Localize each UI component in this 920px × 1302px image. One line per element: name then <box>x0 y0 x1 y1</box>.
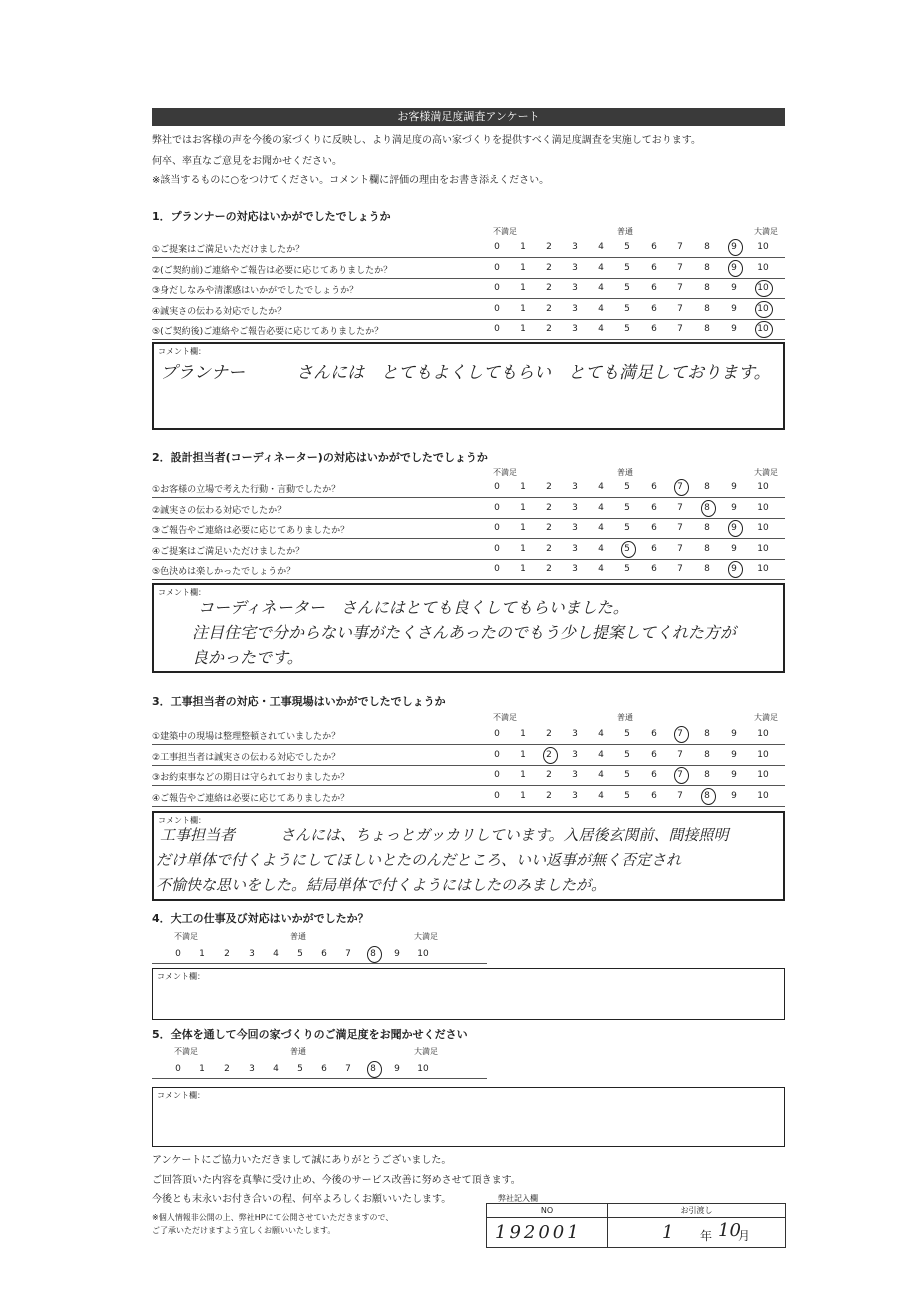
scale-option-2[interactable]: 2 <box>546 324 552 334</box>
scale-option-5[interactable]: 5 <box>624 482 630 492</box>
scale-option-10[interactable]: 10 <box>757 543 769 554</box>
scale-option-5[interactable]: 5 <box>624 749 630 760</box>
scale-option-8[interactable]: 8 <box>704 324 710 334</box>
scale-option-10[interactable]: 10 <box>757 729 769 739</box>
handover-month-number: 10 <box>718 1220 741 1241</box>
section4-comment-box[interactable] <box>152 968 785 1020</box>
no-header: NO <box>487 1204 608 1218</box>
section2-comment-line: 良かったです。 <box>192 648 303 667</box>
scale-option-9[interactable]: 9 <box>731 502 737 513</box>
scale-option-8[interactable]: 8 <box>704 729 710 739</box>
scale-option-4[interactable]: 4 <box>598 749 604 760</box>
scale-option-0[interactable]: 0 <box>175 1064 181 1074</box>
scale-high-label: 大満足 <box>414 932 438 941</box>
scale-option-6[interactable]: 6 <box>651 242 657 252</box>
scale-option-3[interactable]: 3 <box>572 262 578 273</box>
scale-option-3[interactable]: 3 <box>572 749 578 760</box>
scale-option-8[interactable]: 8 <box>704 543 710 554</box>
scale-option-5[interactable]: 5 <box>624 262 630 273</box>
scale-option-6[interactable]: 6 <box>651 303 657 314</box>
scale-option-5[interactable]: 5 <box>624 242 630 252</box>
scale-option-5[interactable]: 5 <box>624 729 630 739</box>
answer-circle <box>755 321 773 338</box>
scale-option-4[interactable]: 4 <box>598 502 604 513</box>
question-row <box>152 237 785 258</box>
scale-option-4[interactable]: 4 <box>598 523 604 533</box>
scale-option-8[interactable]: 8 <box>704 770 710 780</box>
section5-heading: 5．全体を通して今回の家づくりのご満足度をお聞かせください <box>152 1028 468 1041</box>
scale-option-9[interactable]: 9 <box>394 1064 400 1074</box>
section2-comment-box[interactable] <box>152 583 785 673</box>
section3-comment-line: 不愉快な思いをした。結局単体で付くようにはしたのみましたが。 <box>156 876 607 894</box>
month-char: 月 <box>738 1229 751 1243</box>
scale-underline <box>152 1078 487 1079</box>
scale-option-5[interactable]: 5 <box>624 564 630 574</box>
scale-option-4[interactable]: 4 <box>598 303 604 314</box>
scale-option-0[interactable]: 0 <box>494 790 500 801</box>
scale-option-2[interactable]: 2 <box>546 790 552 801</box>
office-use-table <box>486 1203 786 1248</box>
scale-option-6[interactable]: 6 <box>651 283 657 293</box>
scale-option-7[interactable]: 7 <box>677 770 683 780</box>
scale-option-2[interactable]: 2 <box>546 482 552 492</box>
handover-cell <box>608 1218 786 1248</box>
scale-low-label: 不満足 <box>174 1047 198 1056</box>
question-text: ③お約束事などの期日は守られておりましたか？ <box>152 773 350 783</box>
scale-option-8[interactable]: 8 <box>704 523 710 533</box>
intro-line: 何卒、率直なご意見をお聞かせください。 <box>152 156 342 167</box>
scale-option-10[interactable]: 10 <box>757 242 769 252</box>
answer-circle <box>728 520 743 537</box>
answer-circle <box>728 561 743 578</box>
scale-option-0[interactable]: 0 <box>494 564 500 574</box>
scale-mid-label: 普通 <box>290 932 306 941</box>
no-value: 192001 <box>495 1222 582 1243</box>
scale-option-10[interactable]: 10 <box>757 502 769 513</box>
scale-option-0[interactable]: 0 <box>494 324 500 334</box>
question-row <box>152 518 785 539</box>
scale-option-10[interactable]: 10 <box>757 749 769 760</box>
scale-option-2[interactable]: 2 <box>224 1064 230 1074</box>
scale-option-2[interactable]: 2 <box>546 303 552 314</box>
scale-option-9[interactable]: 9 <box>731 262 737 273</box>
scale-option-4[interactable]: 4 <box>598 482 604 492</box>
scale-option-2[interactable]: 2 <box>546 523 552 533</box>
question-text: ④ご提案はご満足いただけましたか？ <box>152 546 305 557</box>
scale-option-4[interactable]: 4 <box>598 283 604 293</box>
scale-option-7[interactable]: 7 <box>345 1064 351 1074</box>
question-row <box>152 765 785 786</box>
scale-option-7[interactable]: 7 <box>677 790 683 801</box>
scale-option-8[interactable]: 8 <box>704 482 710 492</box>
scale-option-4[interactable]: 4 <box>598 324 604 334</box>
scale-option-8[interactable]: 8 <box>704 242 710 252</box>
scale-option-9[interactable]: 9 <box>731 242 737 252</box>
answer-circle <box>674 767 689 784</box>
scale-option-7[interactable]: 7 <box>677 543 683 554</box>
scale-option-5[interactable]: 5 <box>624 790 630 801</box>
scale-option-10[interactable]: 10 <box>757 303 769 314</box>
question-row <box>152 559 785 580</box>
scale-option-1[interactable]: 1 <box>520 749 526 760</box>
scale-low-label: 不満足 <box>493 468 517 477</box>
answer-circle <box>701 500 716 517</box>
scale-option-1[interactable]: 1 <box>520 324 526 334</box>
scale-option-7[interactable]: 7 <box>677 324 683 334</box>
scale-option-7[interactable]: 7 <box>677 482 683 492</box>
question-text: ①お客様の立場で考えた行動・言動でしたか？ <box>152 485 341 495</box>
section3-comment-line: 工事担当者 さんには、ちょっとガッカリしています。入居後玄関前、間接照明 <box>160 826 729 844</box>
scale-option-3[interactable]: 3 <box>572 502 578 513</box>
scale-option-8[interactable]: 8 <box>704 790 710 801</box>
scale-option-6[interactable]: 6 <box>651 749 657 760</box>
scale-option-1[interactable]: 1 <box>199 949 205 959</box>
scale-option-2[interactable]: 2 <box>546 283 552 293</box>
scale-option-1[interactable]: 1 <box>520 790 526 801</box>
section4-heading: 4．大工の仕事及び対応はいかがでしたか？ <box>152 912 369 925</box>
scale-option-1[interactable]: 1 <box>520 242 526 252</box>
scale-option-9[interactable]: 9 <box>731 790 737 801</box>
scale-option-3[interactable]: 3 <box>572 482 578 492</box>
section1-heading: 1．プランナーの対応はいかがでしたでしょうか <box>152 210 391 223</box>
question-text: ⑤(ご契約後)ご連絡やご報告必要に応じてありましたか？ <box>152 327 384 337</box>
scale-option-1[interactable]: 1 <box>199 1064 205 1074</box>
question-row <box>152 724 785 745</box>
scale-option-9[interactable]: 9 <box>731 543 737 554</box>
answer-circle <box>701 788 716 805</box>
scale-option-9[interactable]: 9 <box>731 303 737 314</box>
scale-option-4[interactable]: 4 <box>273 1064 279 1074</box>
scale-option-2[interactable]: 2 <box>224 949 230 959</box>
scale-option-2[interactable]: 2 <box>546 564 552 574</box>
answer-circle <box>621 541 636 558</box>
question-text: ③身だしなみや清潔感はいかがでしたでしょうか？ <box>152 286 359 296</box>
section1-comment-text: プランナー さんには とてもよくしてもらい とても満足しております。 <box>160 363 771 383</box>
scale-option-3[interactable]: 3 <box>572 543 578 554</box>
question-text: ①建築中の現場は整理整頓されていましたか？ <box>152 732 341 742</box>
scale-option-1[interactable]: 1 <box>520 564 526 574</box>
scale-option-6[interactable]: 6 <box>321 949 327 959</box>
scale-low-label: 不満足 <box>493 227 517 236</box>
scale-option-10[interactable]: 10 <box>757 790 769 801</box>
comment-label: コメント欄： <box>157 1091 205 1100</box>
scale-option-3[interactable]: 3 <box>572 324 578 334</box>
scale-option-2[interactable]: 2 <box>546 749 552 760</box>
section2-comment-line: 注目住宅で分からない事がたくさんあったのでもう少し提案してくれた方が <box>192 623 736 642</box>
scale-option-2[interactable]: 2 <box>546 770 552 780</box>
scale-option-9[interactable]: 9 <box>731 749 737 760</box>
question-row <box>152 258 785 279</box>
privacy-note: ご了承いただけますよう宜しくお願いいたします。 <box>152 1226 336 1235</box>
scale-option-0[interactable]: 0 <box>494 502 500 513</box>
scale-option-8[interactable]: 8 <box>704 564 710 574</box>
scale-option-4[interactable]: 4 <box>598 790 604 801</box>
scale-option-10[interactable]: 10 <box>757 324 769 334</box>
privacy-note: ※個人情報非公開の上、弊社HPにて公開させていただきますので、 <box>152 1213 394 1222</box>
question-row <box>152 539 785 560</box>
scale-option-9[interactable]: 9 <box>731 564 737 574</box>
intro-line: 弊社ではお客様の声を今後の家づくりに反映し、より満足度の高い家づくりを提供すべく満足度調査を実施しております。 <box>152 135 701 146</box>
scale-option-7[interactable]: 7 <box>677 729 683 739</box>
scale-option-0[interactable]: 0 <box>494 749 500 760</box>
scale-option-7[interactable]: 7 <box>677 283 683 293</box>
comment-label: コメント欄： <box>157 972 205 981</box>
scale-option-6[interactable]: 6 <box>651 262 657 273</box>
scale-option-3[interactable]: 3 <box>572 770 578 780</box>
scale-option-8[interactable]: 8 <box>370 949 376 959</box>
scale-option-0[interactable]: 0 <box>494 543 500 554</box>
question-row <box>152 477 785 498</box>
scale-high-label: 大満足 <box>754 227 778 236</box>
thanks-line: 今後とも末永いお付き合いの程、何卒よろしくお願いいたします。 <box>152 1194 452 1205</box>
scale-option-6[interactable]: 6 <box>651 790 657 801</box>
answer-circle <box>674 479 689 496</box>
scale-option-4[interactable]: 4 <box>598 242 604 252</box>
scale-option-5[interactable]: 5 <box>624 770 630 780</box>
scale-option-0[interactable]: 0 <box>494 523 500 533</box>
handover-month-number: 1 <box>662 1222 674 1243</box>
scale-high-label: 大満足 <box>754 713 778 722</box>
scale-option-7[interactable]: 7 <box>677 262 683 273</box>
scale-option-7[interactable]: 7 <box>677 303 683 314</box>
comment-label: コメント欄： <box>158 588 206 597</box>
scale-option-3[interactable]: 3 <box>572 729 578 739</box>
scale-option-5[interactable]: 5 <box>624 303 630 314</box>
thanks-line: アンケートにご協力いただきまして誠にありがとうございました。 <box>152 1155 452 1166</box>
question-row <box>152 745 785 766</box>
scale-option-2[interactable]: 2 <box>546 543 552 554</box>
scale-option-8[interactable]: 8 <box>704 283 710 293</box>
scale-low-label: 不満足 <box>493 713 517 722</box>
scale-option-10[interactable]: 10 <box>757 770 769 780</box>
scale-option-7[interactable]: 7 <box>677 242 683 252</box>
scale-option-0[interactable]: 0 <box>494 729 500 739</box>
scale-row <box>0 942 488 962</box>
scale-option-4[interactable]: 4 <box>598 543 604 554</box>
scale-option-5[interactable]: 5 <box>297 949 303 959</box>
scale-option-5[interactable]: 5 <box>624 502 630 513</box>
scale-option-8[interactable]: 8 <box>370 1064 376 1074</box>
answer-circle <box>674 726 689 743</box>
scale-option-2[interactable]: 2 <box>546 242 552 252</box>
scale-option-9[interactable]: 9 <box>731 482 737 492</box>
scale-option-3[interactable]: 3 <box>249 949 255 959</box>
question-text: ②(ご契約前)ご連絡やご報告は必要に応じてありましたか？ <box>152 265 393 276</box>
scale-option-2[interactable]: 2 <box>546 729 552 739</box>
scale-option-9[interactable]: 9 <box>731 324 737 334</box>
scale-mid-label: 普通 <box>617 713 633 722</box>
comment-label: コメント欄： <box>158 347 206 356</box>
scale-option-10[interactable]: 10 <box>417 1064 429 1074</box>
scale-option-8[interactable]: 8 <box>704 749 710 760</box>
scale-option-3[interactable]: 3 <box>572 790 578 801</box>
scale-option-3[interactable]: 3 <box>249 1064 255 1074</box>
scale-option-9[interactable]: 9 <box>394 949 400 959</box>
office-use-label: 弊社記入欄 <box>498 1194 538 1203</box>
scale-option-2[interactable]: 2 <box>546 262 552 273</box>
scale-option-9[interactable]: 9 <box>731 283 737 293</box>
intro-line: ※該当するものに○をつけてください。コメント欄に評価の理由をお書き添えください。 <box>152 175 550 186</box>
scale-option-4[interactable]: 4 <box>598 262 604 273</box>
handover-header: お引渡し <box>608 1204 786 1218</box>
scale-option-5[interactable]: 5 <box>624 324 630 334</box>
no-cell <box>487 1218 608 1248</box>
question-text: ④ご報告やご連絡は必要に応じてありましたか？ <box>152 793 350 804</box>
section3-heading: 3．工事担当者の対応・工事現場はいかがでしたでしょうか <box>152 695 446 708</box>
question-text: ②誠実さの伝わる対応でしたか？ <box>152 505 287 516</box>
scale-option-1[interactable]: 1 <box>520 729 526 739</box>
scale-option-1[interactable]: 1 <box>520 523 526 533</box>
question-text: ④誠実さの伝わる対応でしたか？ <box>152 306 287 317</box>
scale-option-4[interactable]: 4 <box>273 949 279 959</box>
answer-circle <box>367 946 382 963</box>
scale-option-6[interactable]: 6 <box>651 324 657 334</box>
scale-option-6[interactable]: 6 <box>651 543 657 554</box>
scale-option-6[interactable]: 6 <box>651 729 657 739</box>
scale-option-9[interactable]: 9 <box>731 770 737 780</box>
scale-option-10[interactable]: 10 <box>757 523 769 533</box>
scale-row <box>0 1057 488 1077</box>
scale-option-6[interactable]: 6 <box>651 523 657 533</box>
scale-high-label: 大満足 <box>754 468 778 477</box>
scale-option-8[interactable]: 8 <box>704 502 710 513</box>
scale-option-0[interactable]: 0 <box>494 262 500 273</box>
scale-option-6[interactable]: 6 <box>651 502 657 513</box>
scale-option-4[interactable]: 4 <box>598 564 604 574</box>
scale-option-10[interactable]: 10 <box>757 482 769 492</box>
section2-heading: 2．設計担当者(コーディネーター)の対応はいかがでしたでしょうか <box>152 451 488 464</box>
answer-circle <box>755 301 773 318</box>
scale-option-2[interactable]: 2 <box>546 502 552 513</box>
scale-option-4[interactable]: 4 <box>598 729 604 739</box>
scale-option-3[interactable]: 3 <box>572 242 578 252</box>
scale-option-6[interactable]: 6 <box>651 770 657 780</box>
answer-circle <box>728 239 743 256</box>
scale-option-7[interactable]: 7 <box>677 502 683 513</box>
scale-option-9[interactable]: 9 <box>731 729 737 739</box>
scale-option-5[interactable]: 5 <box>624 523 630 533</box>
scale-option-9[interactable]: 9 <box>731 523 737 533</box>
scale-mid-label: 普通 <box>290 1047 306 1056</box>
scale-option-0[interactable]: 0 <box>494 482 500 492</box>
section3-comment-line: だけ単体で付くようにしてほしいとたのんだところ、いい返事が無く否定され <box>156 851 682 869</box>
comment-label: コメント欄： <box>158 816 206 825</box>
section3-comment-box[interactable] <box>152 811 785 901</box>
question-row <box>152 786 785 807</box>
answer-circle <box>728 260 743 277</box>
scale-option-6[interactable]: 6 <box>321 1064 327 1074</box>
scale-option-0[interactable]: 0 <box>494 283 500 293</box>
scale-option-8[interactable]: 8 <box>704 303 710 314</box>
scale-option-7[interactable]: 7 <box>677 749 683 760</box>
scale-option-5[interactable]: 5 <box>297 1064 303 1074</box>
scale-option-1[interactable]: 1 <box>520 543 526 554</box>
question-row <box>152 299 785 320</box>
scale-option-4[interactable]: 4 <box>598 770 604 780</box>
section5-comment-box[interactable] <box>152 1087 785 1147</box>
scale-option-3[interactable]: 3 <box>572 564 578 574</box>
scale-option-7[interactable]: 7 <box>677 523 683 533</box>
scale-low-label: 不満足 <box>174 932 198 941</box>
scale-option-1[interactable]: 1 <box>520 482 526 492</box>
scale-high-label: 大満足 <box>414 1047 438 1056</box>
scale-mid-label: 普通 <box>617 468 633 477</box>
survey-title: お客様満足度調査アンケート <box>152 108 785 126</box>
answer-circle <box>755 280 773 297</box>
scale-option-3[interactable]: 3 <box>572 523 578 533</box>
scale-option-3[interactable]: 3 <box>572 303 578 314</box>
scale-option-3[interactable]: 3 <box>572 283 578 293</box>
scale-option-0[interactable]: 0 <box>175 949 181 959</box>
scale-option-10[interactable]: 10 <box>757 262 769 273</box>
answer-circle <box>543 747 558 764</box>
question-row <box>152 498 785 519</box>
year-char: 年 <box>700 1229 713 1243</box>
scale-option-5[interactable]: 5 <box>624 283 630 293</box>
scale-option-7[interactable]: 7 <box>677 564 683 574</box>
section2-comment-line: コーディネーター さんにはとても良くしてもらいました。 <box>198 598 629 617</box>
scale-option-1[interactable]: 1 <box>520 770 526 780</box>
scale-option-10[interactable]: 10 <box>417 949 429 959</box>
scale-option-1[interactable]: 1 <box>520 303 526 314</box>
question-text: ①ご提案はご満足いただけましたか？ <box>152 245 305 255</box>
question-text: ②工事担当者は誠実さの伝わる対応でしたか？ <box>152 752 341 763</box>
scale-option-1[interactable]: 1 <box>520 283 526 293</box>
scale-option-10[interactable]: 10 <box>757 283 769 293</box>
section1-comment-box[interactable] <box>152 342 785 430</box>
scale-option-0[interactable]: 0 <box>494 242 500 252</box>
scale-option-6[interactable]: 6 <box>651 564 657 574</box>
thanks-line: ご回答頂いた内容を真摯に受け止め、今後のサービス改善に努めさせて頂きます。 <box>152 1175 521 1186</box>
question-text: ⑤色決めは楽しかったでしょうか？ <box>152 567 296 577</box>
answer-circle <box>367 1061 382 1078</box>
scale-option-6[interactable]: 6 <box>651 482 657 492</box>
question-row <box>152 319 785 340</box>
scale-option-1[interactable]: 1 <box>520 502 526 513</box>
scale-option-0[interactable]: 0 <box>494 303 500 314</box>
scale-option-10[interactable]: 10 <box>757 564 769 574</box>
scale-underline <box>152 963 487 964</box>
scale-option-0[interactable]: 0 <box>494 770 500 780</box>
scale-option-7[interactable]: 7 <box>345 949 351 959</box>
scale-mid-label: 普通 <box>617 227 633 236</box>
question-text: ③ご報告やご連絡は必要に応じてありましたか？ <box>152 526 350 536</box>
question-row <box>152 278 785 299</box>
scale-option-5[interactable]: 5 <box>624 543 630 554</box>
scale-option-1[interactable]: 1 <box>520 262 526 273</box>
scale-option-8[interactable]: 8 <box>704 262 710 273</box>
